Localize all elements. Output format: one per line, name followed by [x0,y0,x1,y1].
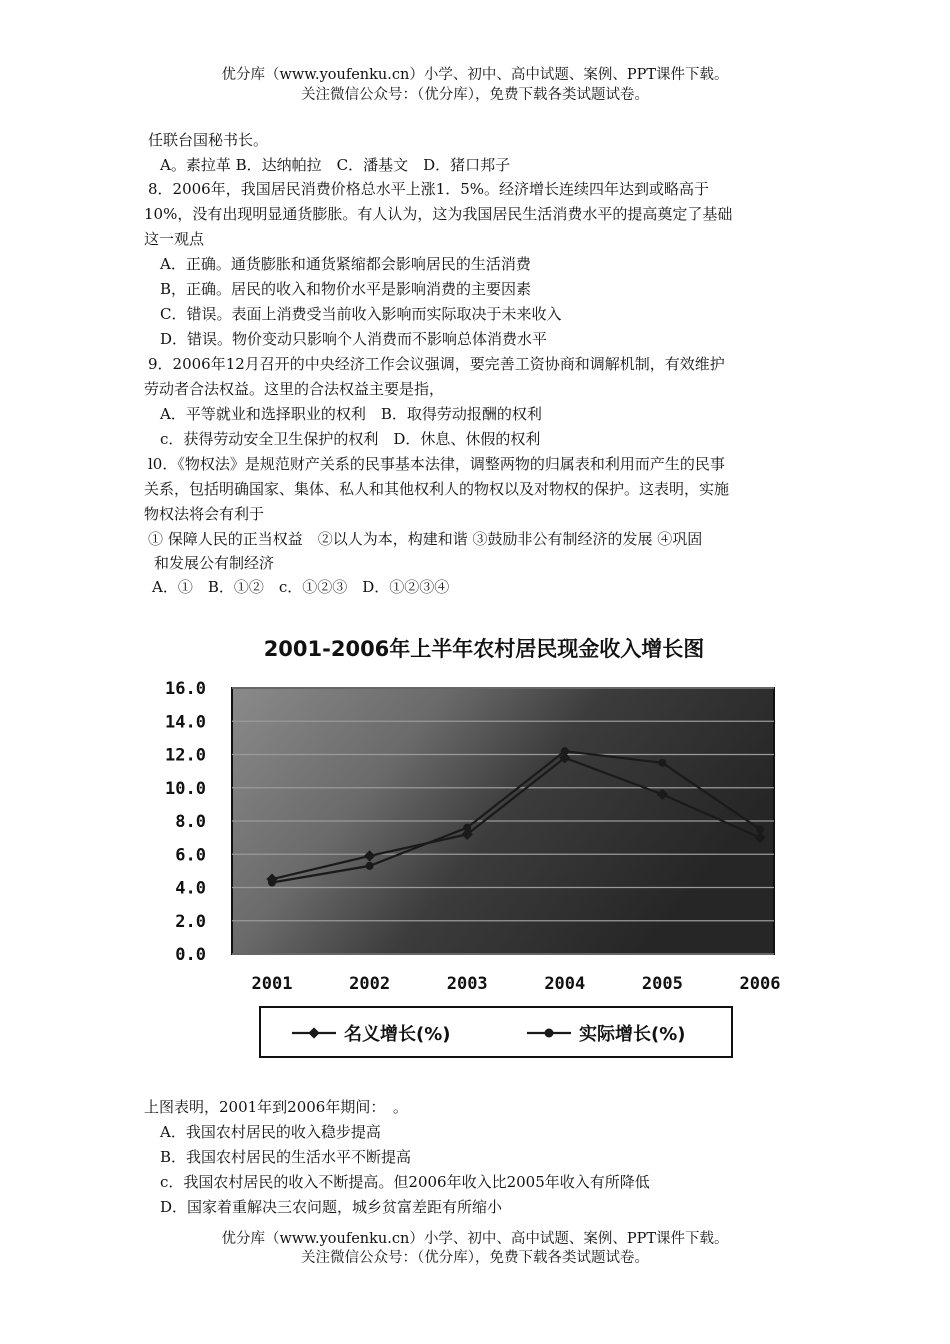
text-line: D．国家着重解决三农问题，城乡贫富差距有所缩小 [160,1198,503,1216]
text-line: A．平等就业和选择职业的权利 B．取得劳动报酬的权利 [160,405,542,423]
text-line: A．正确。通货膨胀和通货紧缩都会影响居民的生活消费 [160,255,531,273]
text-line: D．错误。物价变动只影响个人消费而不影响总体消费水平 [160,330,548,348]
x-tick-label: 2004 [544,974,586,994]
text-line: c．我国农村居民的收入不断提高。但2006年收入比2005年收入有所降低 [160,1173,650,1191]
data-point [561,747,569,755]
text-line: C．错误。表面上消费受当前收入影响而实际取决于未来收入 [160,305,562,323]
header-line-2: 关注微信公众号：（优分库），免费下载各类试题试卷。 [301,87,649,103]
legend-label: 实际增长(%) [579,1024,686,1045]
text-line: 上图表明，2001年到2006年期间： 。 [144,1098,408,1116]
y-tick-label: 16.0 [165,679,206,699]
header-line-1: 优分库（www.youfenku.cn）小学、初中、高中试题、案例、PPT课件下载。 [221,67,729,83]
data-point [268,879,276,887]
y-tick-label: 14.0 [165,712,206,733]
text-line: A。素拉革 B．达纳帕拉 C．潘基文 D．猪口邦子 [160,156,511,174]
footer-line-1: 优分库（www.youfenku.cn）小学、初中、高中试题、案例、PPT课件下载。 [221,1231,729,1247]
chart-title: 2001-2006年上半年农村居民现金收入增长图 [263,637,705,661]
text-line: 10%，没有出现明显通货膨胀。有人认为，这为我国居民生活消费水平的提高奠定了基础 [144,205,733,223]
x-tick-label: 2002 [349,974,391,994]
y-tick-label: 2.0 [175,911,206,932]
text-line: ① 保障人民的正当权益 ②以人为本，构建和谐 ③鼓励非公有制经济的发展 ④巩固 [148,530,703,548]
y-tick-label: 0.0 [175,945,206,965]
x-tick-label: 2005 [641,974,683,994]
text-line: 关系，包括明确国家、集体、私人和其他权利人的物权以及对物权的保护。这表明，实施 [144,480,730,498]
x-tick-label: 2001 [251,974,293,994]
data-point [756,825,764,833]
footer-line-2: 关注微信公众号：（优分库），免费下载各类试题试卷。 [301,1250,649,1266]
text-line: l0．《物权法》是规范财产关系的民事基本法律，调整两物的归属表和利用而产生的民事 [148,455,725,473]
text-line: B．我国农村居民的生活水平不断提高 [160,1148,412,1166]
text-line: A．① B．①② c．①②③ D．①②③④ [152,578,450,596]
text-line: c．获得劳动安全卫生保护的权利 D．休息、休假的权利 [160,430,541,448]
text-line: 劳动者合法权益。这里的合法权益主要是指， [144,380,445,398]
data-point [463,824,471,832]
text-line: 任联台国秘书长。 [148,131,269,149]
legend-label: 名义增长(%) [344,1024,451,1045]
y-tick-label: 12.0 [165,745,206,766]
text-line: B，正确。居民的收入和物价水平是影响消费的主要因素 [160,280,532,298]
data-point [658,759,666,767]
text-line: 8．2006年，我国居民消费价格总水平上涨1．5%。经济增长连续四年达到或略高于 [148,180,710,198]
y-tick-label: 10.0 [165,778,206,799]
data-point [366,862,374,870]
text-line: 物权法将会有利于 [144,505,265,523]
text-line: 这一观点 [144,230,205,248]
chart-svg [142,622,814,1072]
text-line: 9．2006年12月召开的中央经济工作会议强调，要完善工资协商和调解机制，有效维护 [148,355,725,373]
y-tick-label: 8.0 [175,812,206,832]
x-tick-label: 2006 [739,974,781,994]
text-line: 和发展公有制经济 [154,554,275,572]
y-tick-label: 6.0 [175,845,206,866]
income-growth-chart [142,622,814,1072]
text-line: A．我国农村居民的收入稳步提高 [160,1123,381,1141]
legend-marker [545,1029,554,1038]
y-tick-label: 4.0 [175,878,206,899]
x-tick-label: 2003 [446,974,488,994]
